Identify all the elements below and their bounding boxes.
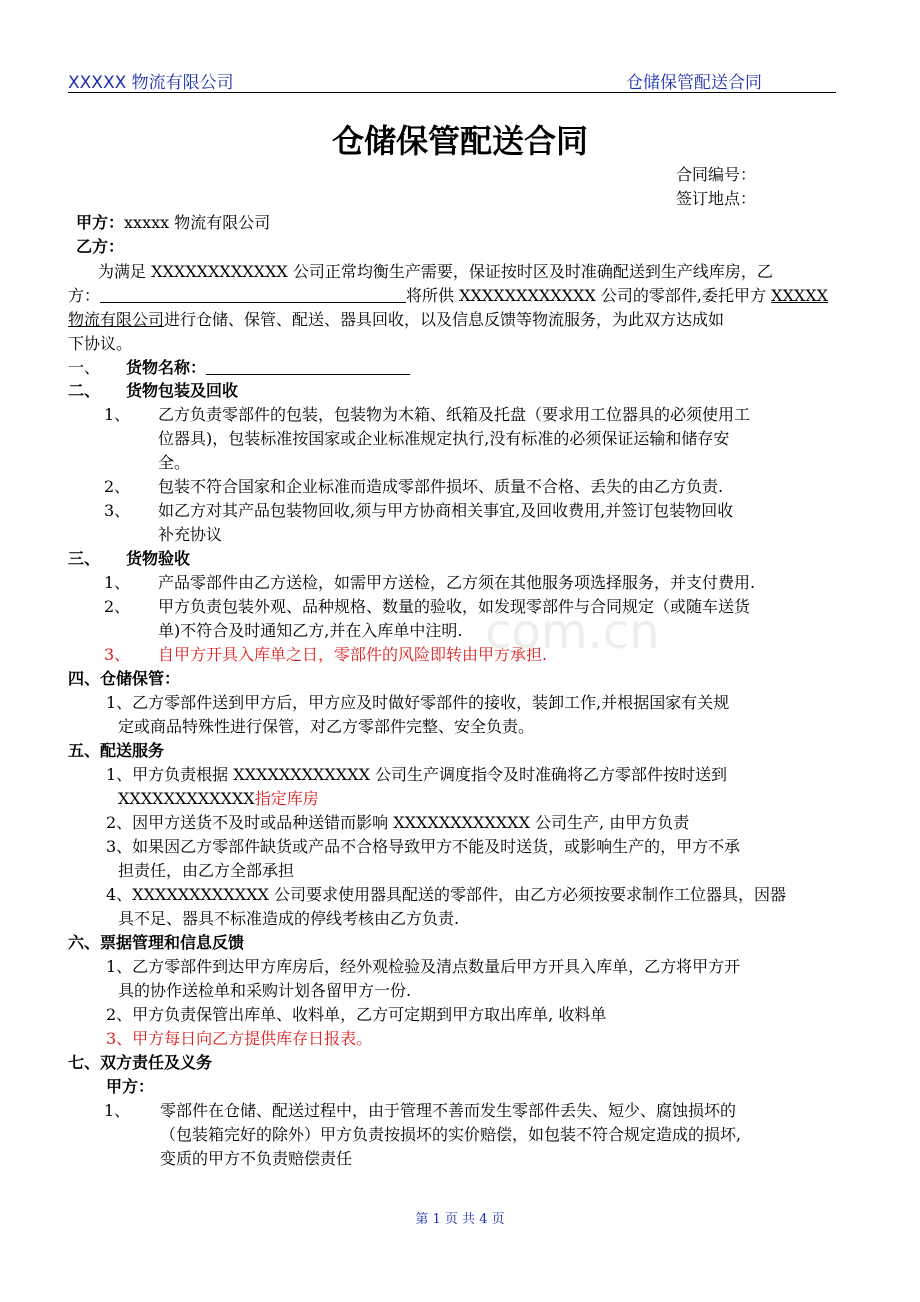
- s7-item-1-l1: 零部件在仓储、配送过程中，由于管理不善而发生零部件丢失、短少、腐蚀损坏的: [160, 1101, 737, 1120]
- page-footer: 第 1 页 共 4 页: [415, 1212, 505, 1227]
- section-6-heading: 六、票据管理和信息反馈: [68, 933, 245, 952]
- party-b-blank: [100, 287, 406, 303]
- s5-item-4-l2: 具不足、器具不标准造成的停线考核由乙方负责.: [118, 909, 460, 928]
- s5-item-4-l1: 4、XXXXXXXXXXXX 公司要求使用器具配送的零部件，由乙方必须按要求制作工位器具，因器: [106, 885, 786, 904]
- header-company: XXXXX 物流有限公司: [68, 73, 234, 93]
- s2-item-1-l3: 全。: [158, 453, 191, 472]
- s2-item-3-num: 3、: [104, 501, 131, 520]
- s7-item-1-l3: 变质的甲方不负责赔偿责任: [160, 1149, 353, 1168]
- s6-item-2-l1: 2、甲方负责保管出库单、收料单，乙方可定期到甲方取出库单, 收料单: [106, 1005, 607, 1024]
- s2-item-3-l2: 补充协议: [158, 525, 223, 544]
- s4-item-1-l2: 定或商品特殊性进行保管，对乙方零部件完整、安全负责。: [118, 717, 535, 736]
- section-4-heading: 四、仓储保管：: [68, 669, 181, 688]
- section-3-heading: 三、 货物验收: [68, 549, 191, 568]
- s7-item-1-l2: （包装箱完好的除外）甲方负责按损坏的实价赔偿，如包装不符合规定造成的损坏,: [160, 1125, 742, 1144]
- intro-line-3: 物流有限公司进行仓储、保管、配送、器具回收，以及信息反馈等物流服务，为此双方达成如: [68, 310, 725, 329]
- page-header: [68, 66, 836, 93]
- s3-item-1-l1: 产品零部件由乙方送检，如需甲方送检，乙方须在其他服务项选择服务，并支付费用.: [158, 573, 756, 592]
- s7-party-a-label: 甲方：: [106, 1077, 155, 1096]
- s5-item-1-l1: 1、甲方负责根据 XXXXXXXXXXXX 公司生产调度指令及时准确将乙方零部件按时送到: [106, 765, 728, 784]
- s2-item-2-num: 2、: [104, 477, 131, 496]
- header-doc-title: 仓储保管配送合同: [626, 73, 762, 93]
- s4-item-1-l1: 1、乙方零部件送到甲方后，甲方应及时做好零部件的接收，装卸工作,并根据国家有关规: [106, 693, 730, 712]
- s2-item-1-l2: 位器具)，包装标准按国家或企业标准规定执行,没有标准的必须保证运输和储存安: [158, 429, 730, 448]
- s2-item-3-l1: 如乙方对其产品包装物回收,须与甲方协商相关事宜,及回收费用,并签订包装物回收: [158, 501, 734, 520]
- s3-item-2-l1: 甲方负责包装外观、品种规格、数量的验收，如发现零部件与合同规定（或随车送货: [158, 597, 751, 616]
- s3-item-1-num: 1、: [104, 573, 131, 592]
- section-5-heading: 五、配送服务: [68, 741, 165, 760]
- intro-line-2: 方： 将所供 XXXXXXXXXXXX 公司的零部件,委托甲方 XXXXX: [68, 286, 829, 305]
- section-7-heading: 七、双方责任及义务: [68, 1053, 213, 1072]
- s6-item-1-l2: 具的协作送检单和采购计划各留甲方一份.: [118, 981, 412, 1000]
- section-1-heading: 一、 货物名称：: [68, 358, 410, 378]
- sign-place-label: 签订地点：: [676, 189, 757, 208]
- intro-line-1: 为满足 XXXXXXXXXXXX 公司正常均衡生产需要，保证按时区及时准确配送到生产线库房，乙: [98, 262, 773, 281]
- watermark: com.cn: [485, 604, 660, 660]
- s3-item-2-num: 2、: [104, 597, 131, 616]
- s3-item-2-l2: 单)不符合及时通知乙方,并在入库单中注明.: [158, 621, 463, 640]
- s2-item-1-l1: 乙方负责零部件的包装，包装物为木箱、纸箱及托盘（要求用工位器具的必须使用工: [158, 405, 751, 424]
- s2-item-1-num: 1、: [104, 405, 131, 424]
- party-b: 乙方：: [76, 237, 125, 256]
- document-title: 仓储保管配送合同: [331, 122, 588, 160]
- s5-item-1-l2: XXXXXXXXXXXX指定库房: [118, 789, 319, 808]
- s3-item-3-l1: 自甲方开具入库单之日，零部件的风险即转由甲方承担.: [158, 645, 548, 664]
- s3-item-3-num: 3、: [104, 645, 131, 664]
- s7-item-1-num: 1、: [104, 1101, 131, 1120]
- s5-item-3-l2: 担责任，由乙方全部承担: [118, 861, 295, 880]
- s2-item-2-l1: 包装不符合国家和企业标准而造成零部件损坏、质量不合格、丢失的由乙方负责.: [158, 477, 724, 496]
- contract-number-label: 合同编号：: [676, 165, 757, 184]
- intro-line-4: 下协议。: [68, 334, 133, 353]
- s5-item-3-l1: 3、如果因乙方零部件缺货或产品不合格导致甲方不能及时送货，或影响生产的，甲方不承: [106, 837, 741, 856]
- section-2-heading: 二、 货物包装及回收: [68, 381, 239, 400]
- s5-item-2-l1: 2、因甲方送货不及时或品种送错而影响 XXXXXXXXXXXX 公司生产, 由甲方负责: [106, 813, 690, 832]
- goods-name-blank: [206, 359, 410, 375]
- s6-item-1-l1: 1、乙方零部件到达甲方库房后，经外观检验及清点数量后甲方开具入库单，乙方将甲方开: [106, 957, 741, 976]
- party-a: 甲方：xxxxx 物流有限公司: [76, 213, 271, 232]
- s6-item-3-l1: 3、甲方每日向乙方提供库存日报表。: [106, 1029, 373, 1048]
